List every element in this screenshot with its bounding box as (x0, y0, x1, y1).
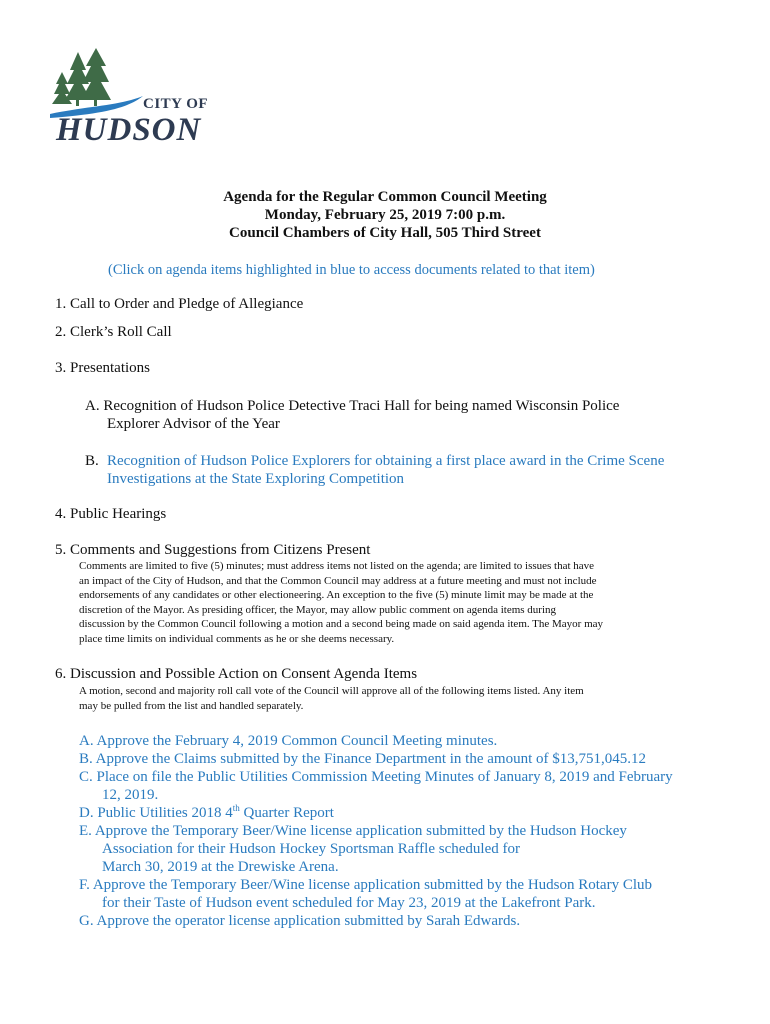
citizen-comments-desc-line: place time limits on individual comments as he or she deems necessary. (79, 632, 395, 645)
item-consent-agenda: 6. Discussion and Possible Action on Consent Agenda Items (55, 666, 418, 682)
consent-item-a-link[interactable]: A. Approve the February 4, 2019 Common Council Meeting minutes. (79, 733, 498, 749)
consent-item-e-link-line1[interactable]: E. Approve the Temporary Beer/Wine license application submitted by the Hudson Hockey (79, 823, 627, 839)
item-call-to-order: 1. Call to Order and Pledge of Allegiance (55, 296, 304, 312)
consent-item-d-text-end: Quarter Report (239, 805, 334, 821)
citizen-comments-desc-line: discretion of the Mayor. As presiding officer, the Mayor, may allow public comment on agenda items during (79, 603, 557, 616)
presentation-b-link-line1[interactable]: Recognition of Hudson Police Explorers for obtaining a first place award in the Crime Scene (107, 453, 665, 469)
consent-item-f-link-line2[interactable]: for their Taste of Hudson event scheduled for May 23, 2019 at the Lakefront Park. (102, 895, 596, 911)
consent-item-d-link[interactable] (79, 804, 334, 822)
citizen-comments-desc-line: Comments are limited to five (5) minutes; must address items not listed on the agenda; are limited to issues that have (79, 560, 595, 572)
item-presentations: 3. Presentations (55, 360, 150, 376)
consent-item-c-link-line2[interactable]: 12, 2019. (102, 787, 159, 803)
instructions-note: (Click on agenda items highlighted in blue to access documents related to that item) (108, 262, 595, 278)
consent-item-e-link-line3[interactable]: March 30, 2019 at the Drewiske Arena. (102, 859, 339, 875)
logo-city-of-text: CITY OF (143, 96, 209, 112)
meeting-date: Monday, February 25, 2019 7:00 p.m. (264, 207, 506, 223)
consent-item-e-link-line2[interactable]: Association for their Hudson Hockey Sportsman Raffle scheduled for (102, 841, 520, 857)
presentation-b-marker: B. (85, 453, 99, 469)
citizen-comments-desc-line: discussion by the Common Council following a motion and a second being made on said agenda item. The Mayor may (79, 618, 604, 630)
pine-trees-icon (52, 48, 111, 106)
consent-item-d-text: D. Public Utilities 2018 4 (79, 805, 233, 821)
presentation-a-line1: A. Recognition of Hudson Police Detective Traci Hall for being named Wisconsin Police (85, 398, 620, 414)
consent-item-f-link-line1[interactable]: F. Approve the Temporary Beer/Wine license application submitted by the Hudson Rotary Club (79, 877, 653, 893)
agenda-title: Agenda for the Regular Common Council Meeting (223, 189, 547, 205)
citizen-comments-desc-line: endorsements of any candidates or other electioneering. An exception to the five (5) minute limit may be made at the (79, 589, 594, 601)
ordinal-suffix: th (232, 803, 240, 813)
consent-item-c-link-line1[interactable]: C. Place on file the Public Utilities Commission Meeting Minutes of January 8, 2019 and February (79, 769, 673, 785)
meeting-location: Council Chambers of City Hall, 505 Third Street (229, 225, 541, 241)
presentation-b-link-line2[interactable]: Investigations at the State Exploring Competition (107, 471, 405, 487)
consent-item-g-link[interactable]: G. Approve the operator license application submitted by Sarah Edwards. (79, 913, 521, 929)
consent-desc-line: may be pulled from the list and handled separately. (79, 699, 304, 712)
logo-hudson-text: HUDSON (56, 112, 202, 148)
item-citizen-comments: 5. Comments and Suggestions from Citizens Present (55, 542, 371, 558)
citizen-comments-desc-line: an impact of the City of Hudson, and that the Common Council may address at a future meeting and must not include (79, 574, 597, 587)
item-roll-call: 2. Clerk’s Roll Call (55, 324, 172, 340)
consent-item-b-link[interactable]: B. Approve the Claims submitted by the Finance Department in the amount of $13,751,045.12 (79, 751, 646, 767)
consent-desc-line: A motion, second and majority roll call vote of the Council will approve all of the following items listed. Any item (79, 685, 584, 697)
item-public-hearings: 4. Public Hearings (55, 506, 167, 522)
presentation-a-line2: Explorer Advisor of the Year (107, 416, 280, 432)
